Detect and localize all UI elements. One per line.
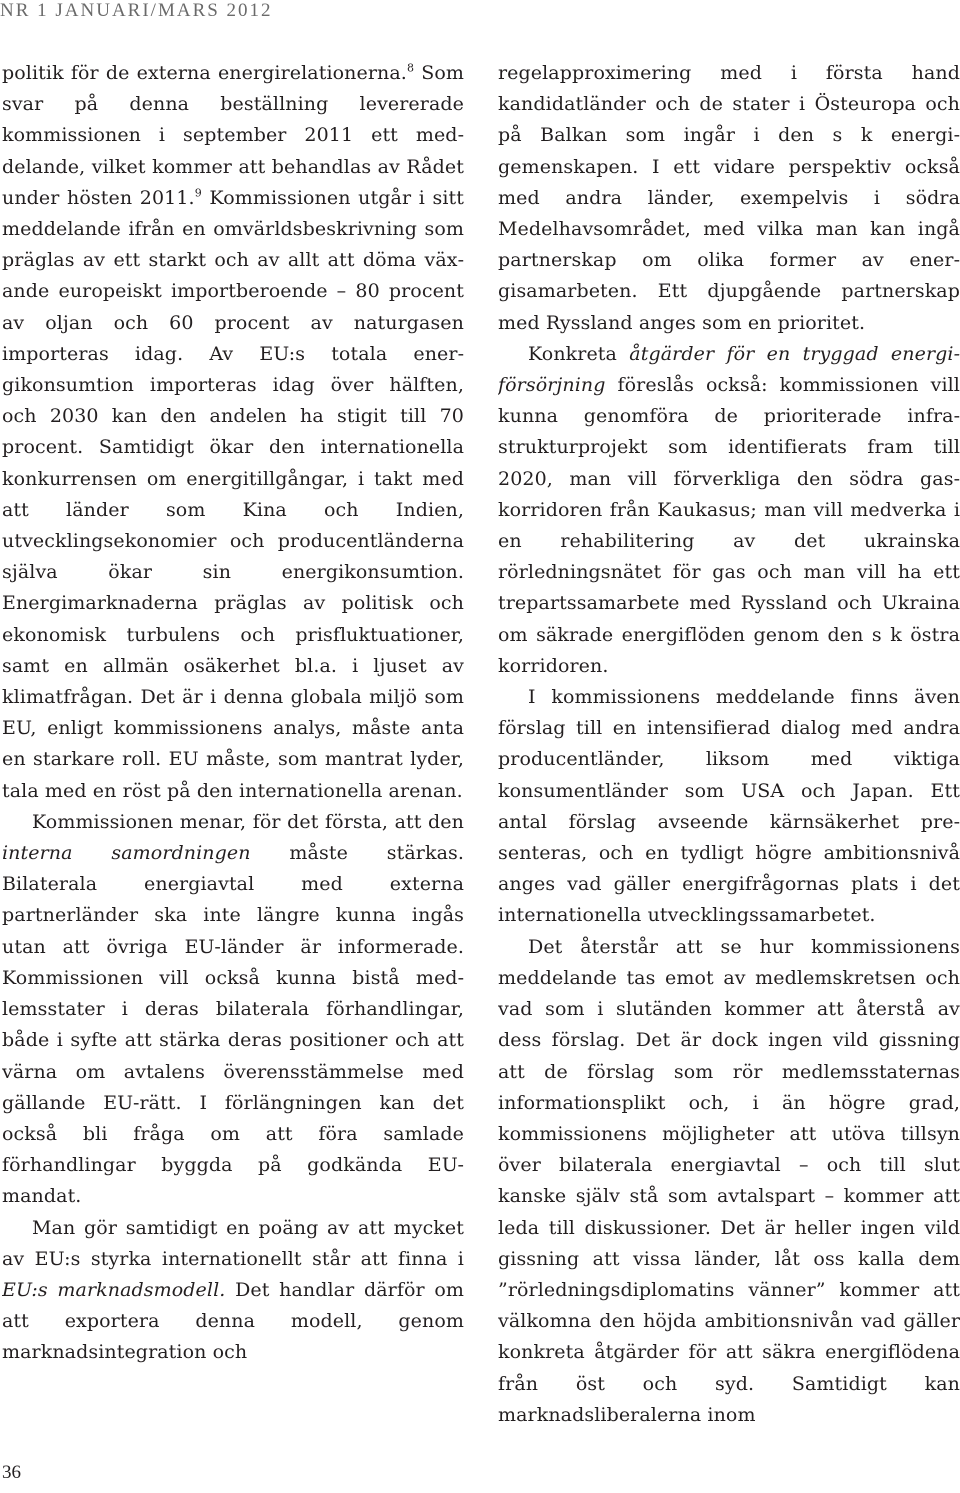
text-run: Kommissionen menar, för det första, att den [32,810,464,833]
right-paragraph-2 [498,339,960,682]
text-run: Som svar på denna beställning levererade kommissionen i september 2011 ett meddelande, vilket kommer att behandlas av Rådet under hösten 2011. [2,62,464,209]
left-paragraph-3 [2,1213,464,1369]
text-run: politik för de externa energirelationerna. [2,62,407,84]
emphasis: interna samordningen [2,842,251,865]
page-number: 36 [2,1462,21,1483]
emphasis: åtgärder för en tryggad energiförsörjning [498,342,960,397]
running-head: NR 1 JANUARI/MARS 2012 [0,0,273,21]
text-run: Man gör samtidigt en poäng av att mycket av EU:s styrka internationellt står att finna i [2,1216,464,1270]
text-run: föreslås också: kommissionen vill kunna genomföra de prioriterade infrastrukturprojekt som identifierats fram till 2020, man vill förverkliga den södra gaskorridoren från Kaukasus; man vill medverka i en rehabilitering av det ukrainska rörledningsnätet för gas och man vill ha ett trepartssamarbete med Ryssland och Ukraina om säkrade energiflöden genom den s k östra korridoren. [498,374,960,677]
text-run: Kommissionen utgår i sitt meddelande ifrån en omvärldsbeskrivning som präglas av ett starkt och av allt att döma växande europeiskt importberoende – 80 procent av oljan och 60 procent av naturgasen importeras idag. Av EU:s totala energikonsumtion importeras idag över hälften, och 2030 kan den andelen ha stigit till 70 procent. Samtidigt ökar den internationella konkurrensen om energitillgångar, i takt med att länder som Kina och Indien, utvecklingsekonomier och producentländerna själva ökar sin energikonsumtion. Energimarknaderna präglas av politisk och ekonomisk turbulens och prisfluktuationer, samt en allmän osäkerhet bl.a. i ljuset av klimatfrågan. Det är i denna globala miljö som EU, enligt kommissionens analys, måste anta en starkare roll. EU måste, som mantrat lyder, tala med en röst på den internationella arenan. [2,186,464,802]
right-column [498,58,960,1438]
right-paragraph-3: I kommissionens meddelande finns även förslag till en intensifierad dialog med andra producentländer, liksom med viktiga konsumentländer som USA och Japan. Ett antal förslag avseende kärnsäkerhet presenteras, och en tydligt högre ambitionsnivå anges vad gäller energifrågornas plats i det internationella utvecklingssamarbetet. [498,686,960,927]
emphasis: EU:s marknadsmodell. [2,1278,226,1301]
footnote-marker: 8 [406,61,415,75]
left-column [2,58,464,1438]
right-paragraph-4: Det återstår att se hur kommissionens meddelande tas emot av medlemskretsen och vad som i slutänden kommer att återstå av dess förslag. Det är dock ingen vild gissning att de förslag som rör medlemsstaternas informationsplikt och, i än högre grad, kommissionens möjligheter att utöva tillsyn över bilaterala energiavtal – och till slut kanske själv stå som avtalspart – kommer att leda till diskussioner. Det är heller ingen vild gissning att vissa länder, låt oss kalla dem ”rörledningsdiplomatins vänner” kommer att välkomna den höjda ambitionsnivån vad gäller konkreta åtgärder för att säkra energiflödena från öst och syd. Samtidigt kan marknadsliberalerna inom [498,935,960,1426]
right-paragraph-1: regelapproximering med i första hand kandidatländer och de stater i Östeuropa och på Balkan som ingår i den s k energigemenskapen. I ett vidare perspektiv också med andra länder, exempelvis i södra Medelhavsområdet, med vilka man kan ingå partnerskap om olika former av energisamarbeten. Ett djupgående partnerskap med Ryssland anges som en prioritet. [498,62,960,334]
left-paragraph-2 [2,807,464,1213]
footnote-marker: 9 [194,186,202,200]
text-run: måste stärkas. Bilaterala energiavtal med externa partnerländer ska inte längre kunna ingås utan att övriga EU-länder är informerade. Kommissionen vill också kunna bistå medlemsstater i deras bilaterala förhandlingar, både i syfte att stärka deras positioner och att värna om avtalens överensstämmelse med gällande EU-rätt. I förlängningen kan det också bli fråga om att föra samlade förhandlingar byggda på godkända EU-mandat. [2,842,464,1208]
text-run: Det handlar därför om att exportera denna modell, genom marknadsintegration och [2,1278,464,1364]
text-run: Konkreta [528,342,630,365]
left-paragraph-1 [2,58,464,807]
